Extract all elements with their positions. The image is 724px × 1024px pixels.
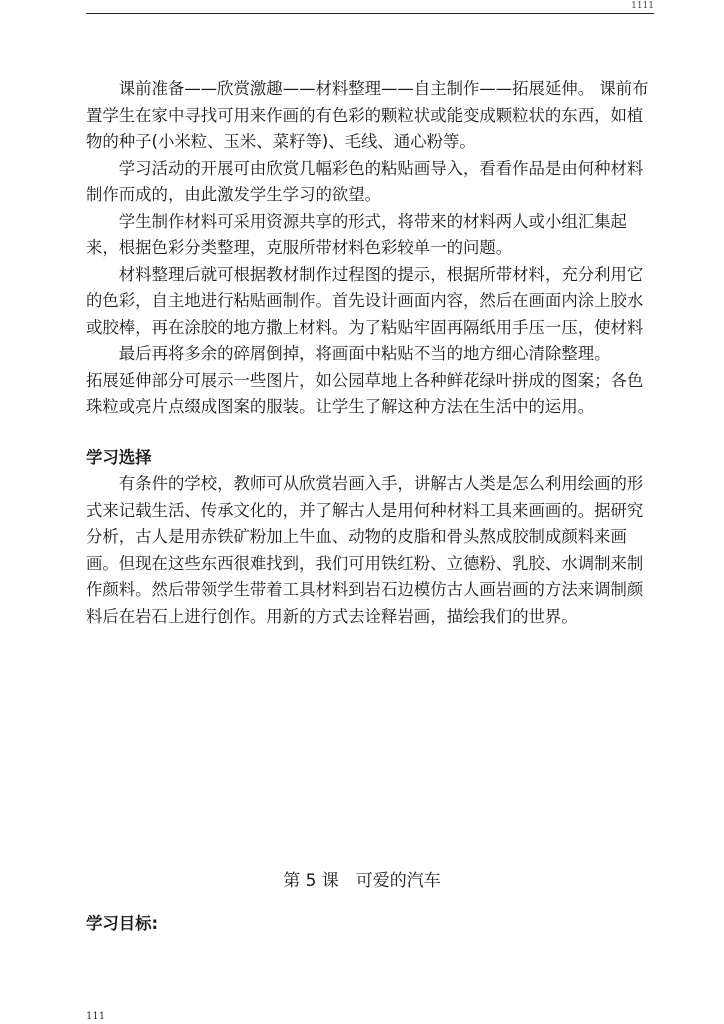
learning-choice-heading: 学习选择 [86,447,152,467]
header-page-number: 1111 [631,1,654,11]
objectives-heading: 学习目标: [86,914,159,933]
lesson-title: 第 5 课 可爱的汽车 [283,871,441,891]
header-rule [86,13,654,14]
paragraph-intro-4: 材料整理后就可根据教材制作过程图的提示，根据所带材料，充分利用它的色彩，自主地进行粘贴画制作。首先设计画面内容，然后在画面内涂上胶水或胶棒，再在涂胶的地方撒上材料。为了粘贴牢固再隔纸用手压一压，使材料 [86,264,644,337]
paragraph-intro-6: 拓展延伸部分可展示一些图片，如公园草地上各种鲜花绿叶拼成的图案；各色珠粒或亮片点缀成图案的服装。让学生了解这种方法在生活中的运用。 [86,370,644,416]
paragraph-intro-3: 学生制作材料可采用资源共享的形式，将带来的材料两人或小组汇集起来，根据色彩分类整理，克服所带材料色彩较单一的问题。 [86,211,627,257]
body-text [86,76,658,630]
paragraph-intro-2: 学习活动的开展可由欣赏几幅彩色的粘贴画导入，看看作品是由何种材料制作而成的，由此激发学生学习的欲望。 [86,158,644,204]
learning-choice-paragraph: 有条件的学校，教师可从欣赏岩画入手，讲解古人类是怎么利用绘画的形式来记载生活、传承文化的，并了解古人是用何种材料工具来画画的。据研究分析，古人是用赤铁矿粉加上牛血、动物的皮脂和骨头熬成胶制成颜料来画画。但现在这些东西很难找到，我们可用铁红粉、立德粉、乳胶、水调制来制作颜料。然后带领学生带着工具材料到岩石边模仿古人画岩画的方法来调制颜料后在岩石上进行创作。用新的方式去诠释岩画，描绘我们的世界。 [86,474,644,626]
paragraph-intro-1: 课前准备——欣赏激趣——材料整理——自主制作——拓展延伸。 课前布置学生在家中寻找可用来作画的有色彩的颗粒状或能变成颗粒状的东西，如植物的种子(小米粒、玉米、菜籽等)、毛线、通心粉等。 [86,79,649,151]
footer-page-number: 111 [86,1011,106,1022]
paragraph-intro-5: 最后再将多余的碎屑倒掉，将画面中粘贴不当的地方细心清除整理。 [118,344,611,363]
